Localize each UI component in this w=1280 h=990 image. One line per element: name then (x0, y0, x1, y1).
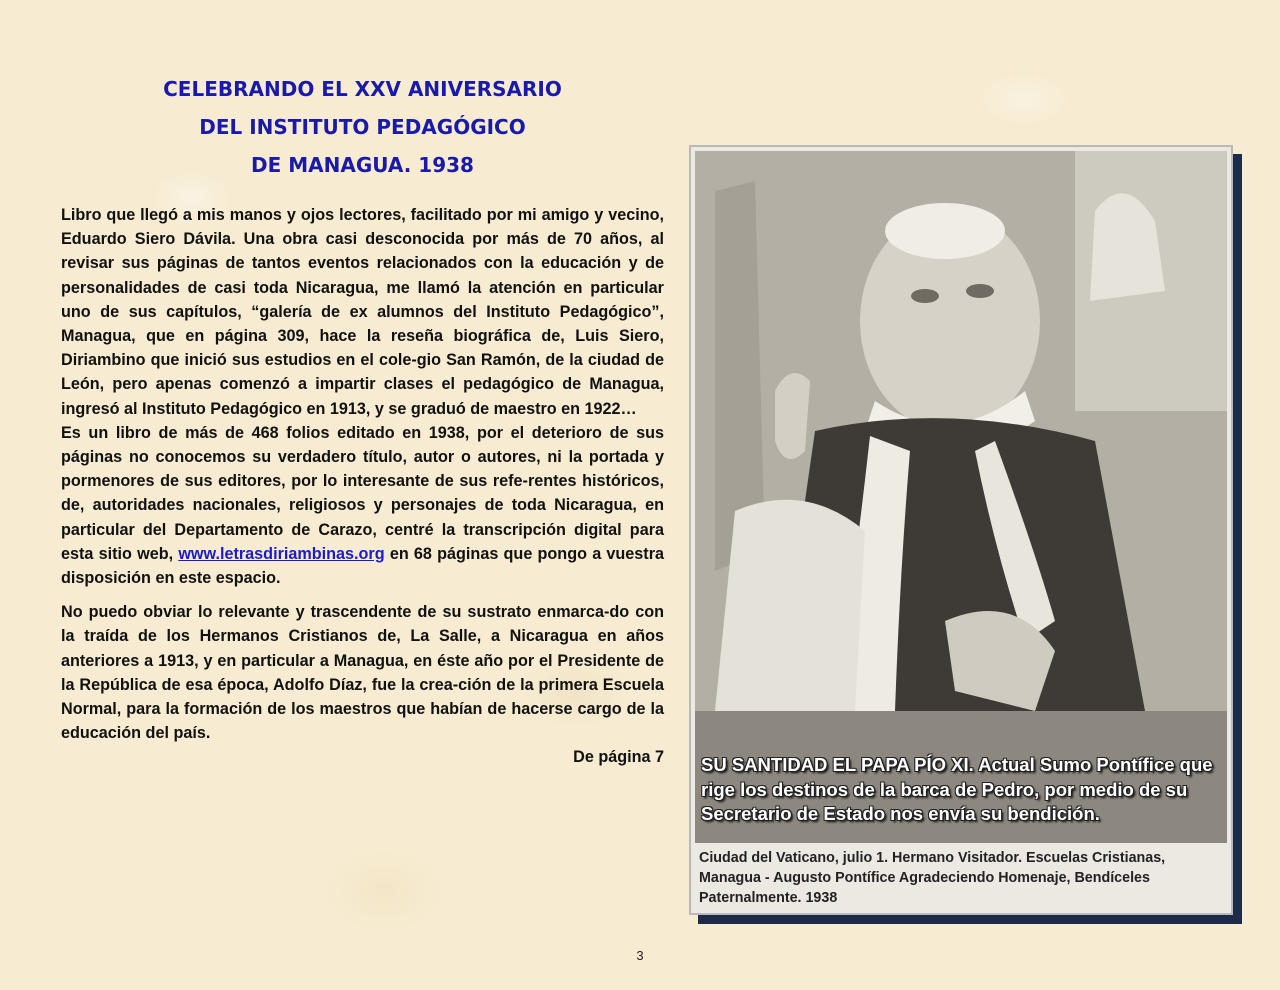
article-body (61, 203, 664, 770)
paragraph-3: No puedo obviar lo relevante y trascendente de su sustrato enmarca-do con la traída de los Hermanos Cristianos de, La Salle, a Nicaragua en años anteriores a 1913, y en particular a Managua, en éste año por el Presidente de la República de esa época, Adolfo Díaz, fue la crea-ción de la primera Escuela Normal, para la formación de los maestros que habían de hacerse cargo de la educación del país. (61, 603, 664, 743)
source-reference: De página 7 (573, 748, 664, 767)
title-line-1: CELEBRANDO EL XXV ANIVERSARIO (163, 77, 562, 101)
paragraph-2 (61, 421, 664, 590)
paragraph-1: Libro que llegó a mis manos y ojos lectores, facilitado por mi amigo y vecino, Eduardo Siero Dávila. Una obra casi desconocida por más de 70 años, al revisar sus páginas de tantos eventos relacionados con la educación y de personalidades de casi toda Nicaragua, me llamó la atención en particular uno de sus capítulos, “galería de ex alumnos del Instituto Pedagógico”, Managua, que en página 309, hace la reseña biográfica de, Luis Siero, Diriambino que inició sus estudios en el cole-gio San Ramón, de la ciudad de León, pero apenas comenzó a impartir clases el pedagógico de Managua, ingresó al Instituto Pedagógico en 1913, y se graduó de maestro en 1922… (61, 206, 664, 418)
website-link[interactable]: www.letrasdiriambinas.org (178, 544, 385, 563)
photo-caption: SU SANTIDAD EL PAPA PÍO XI. Actual Sumo Pontífice que rige los destinos de la barca de Pedro, por medio de su Secretario de Estado nos envía su bendición. (701, 754, 1213, 824)
title-line-2: DEL INSTITUTO PEDAGÓGICO (199, 115, 526, 139)
paragraph-2-end: en 68 páginas que pongo a vuestra disposición en este espacio. (61, 544, 664, 588)
paragraph-2-start: Es un libro de más de 468 folios editado en 1938, por el deterioro de sus páginas no conocemos su verdadero título, autor o autores, ni la portada y pormenores de sus editores, por lo interesante de sus refe-rentes históricos, de, autoridades nacionales, religiosos y personajes de toda Nicaragua, en particular del Departamento de Carazo, centré la transcripción digital para esta sitio web, (61, 423, 664, 563)
pope-portrait-illustration (695, 151, 1227, 843)
photo-footer-caption: Ciudad del Vaticano, julio 1. Hermano Visitador. Escuelas Cristianas, Managua - Augusto Pontífice Agradeciendo Homenaje, Bendíceles Paternalmente. 1938 (699, 850, 1166, 906)
page-number: 3 (636, 948, 644, 963)
page-title (60, 70, 665, 184)
pope-photo-frame (689, 145, 1233, 915)
title-line-3: DE MANAGUA. 1938 (251, 153, 474, 177)
pope-photo (695, 151, 1227, 843)
